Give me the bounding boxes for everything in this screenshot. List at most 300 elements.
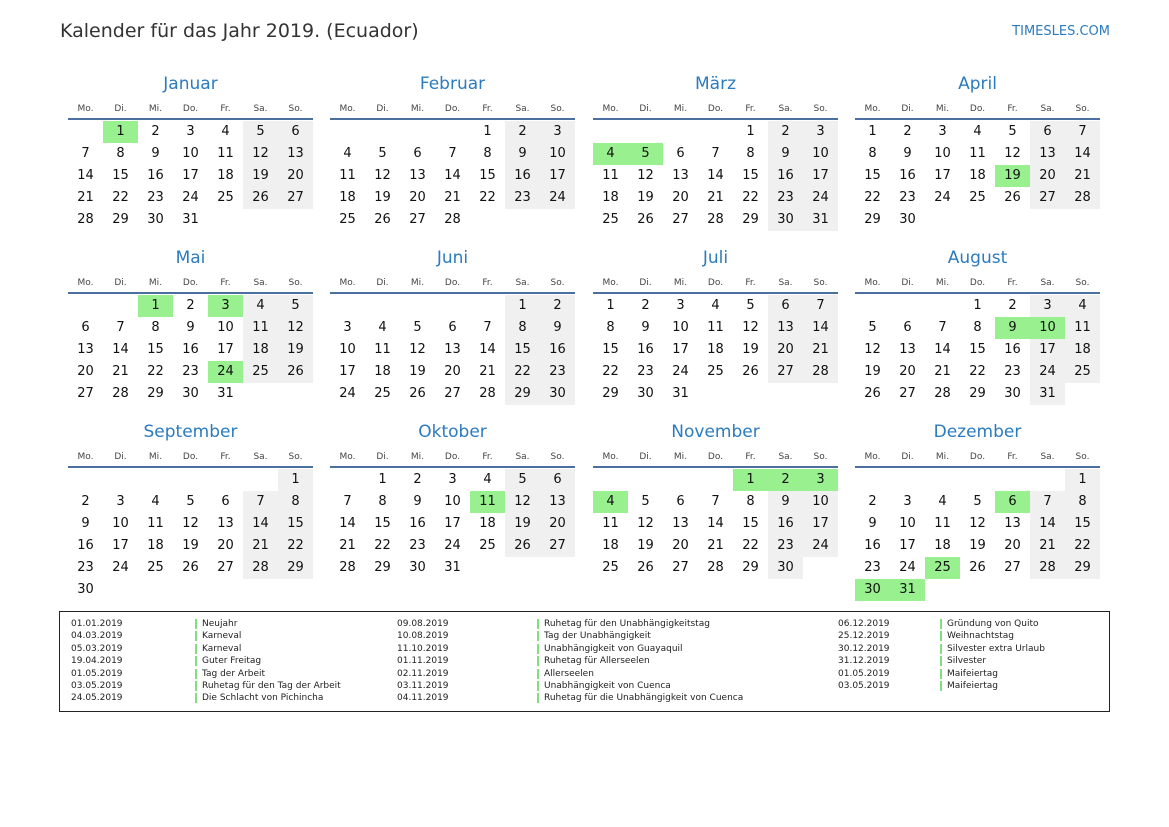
weekday-label: Fr. bbox=[745, 278, 756, 288]
legend-marker bbox=[195, 644, 197, 654]
day-cell: 30 bbox=[899, 212, 916, 227]
day-cell: 1 bbox=[378, 472, 387, 487]
weekend-day-cell: 23 bbox=[768, 535, 803, 557]
day-cell: 26 bbox=[637, 560, 654, 575]
day-cell: 5 bbox=[413, 320, 422, 335]
weekend-day-cell: 10 bbox=[540, 143, 575, 165]
weekend-day-cell: 26 bbox=[243, 187, 278, 209]
holiday-name: Die Schlacht von Pichincha bbox=[202, 693, 324, 704]
day-cell: 25 bbox=[374, 386, 391, 401]
month-name: Mai bbox=[175, 248, 206, 268]
day-cell: 13 bbox=[672, 168, 689, 183]
weekend-day-cell: 4 bbox=[1065, 295, 1100, 317]
weekday-label: Mi. bbox=[148, 452, 163, 462]
day-cell: 31 bbox=[444, 560, 461, 575]
weekday-label: Di. bbox=[114, 452, 127, 462]
weekday-label: Mi. bbox=[673, 278, 688, 288]
day-cell: 1 bbox=[973, 298, 982, 313]
weekday-label: Do. bbox=[707, 452, 724, 462]
weekday-label: Di. bbox=[639, 278, 652, 288]
day-cell: 18 bbox=[374, 364, 391, 379]
weekday-label: So. bbox=[550, 104, 565, 114]
day-cell: 17 bbox=[112, 538, 129, 553]
weekday-label: Di. bbox=[114, 104, 127, 114]
holiday-legend bbox=[59, 611, 1110, 712]
day-cell: 19 bbox=[864, 364, 881, 379]
day-cell: 8 bbox=[116, 146, 125, 161]
weekend-day-cell: 31 bbox=[803, 209, 838, 231]
month-name: September bbox=[143, 422, 238, 442]
day-cell: 15 bbox=[374, 516, 391, 531]
holiday-name: Silvester bbox=[947, 656, 987, 667]
holiday-day-cell: 3 bbox=[208, 295, 243, 317]
weekday-label: Do. bbox=[444, 104, 461, 114]
weekend-day-cell: 13 bbox=[768, 317, 803, 339]
weekday-label: Do. bbox=[969, 452, 986, 462]
weekday-label: Sa. bbox=[253, 278, 268, 288]
day-cell: 2 bbox=[151, 124, 160, 139]
site-brand-link[interactable]: TIMESLES.COM bbox=[1012, 24, 1110, 39]
weekday-label: Mi. bbox=[410, 104, 425, 114]
day-cell: 12 bbox=[1004, 146, 1021, 161]
header-rule bbox=[593, 292, 838, 294]
day-cell: 3 bbox=[343, 320, 352, 335]
weekday-label: Sa. bbox=[515, 278, 530, 288]
holiday-date: 01.11.2019 bbox=[397, 656, 449, 667]
day-cell: 2 bbox=[186, 298, 195, 313]
holiday-name: Weihnachtstag bbox=[947, 631, 1014, 642]
weekend-day-cell: 12 bbox=[278, 317, 313, 339]
weekday-label: Mi. bbox=[935, 278, 950, 288]
weekend-day-cell: 16 bbox=[505, 165, 540, 187]
day-cell: 23 bbox=[864, 560, 881, 575]
holiday-name: Karneval bbox=[202, 643, 242, 654]
day-cell: 25 bbox=[479, 538, 496, 553]
day-cell: 15 bbox=[742, 516, 759, 531]
day-cell: 27 bbox=[672, 560, 689, 575]
day-cell: 16 bbox=[1004, 342, 1021, 357]
day-cell: 30 bbox=[1004, 386, 1021, 401]
day-cell: 18 bbox=[602, 538, 619, 553]
weekend-day-cell: 14 bbox=[803, 317, 838, 339]
weekday-label: Sa. bbox=[253, 104, 268, 114]
day-cell: 11 bbox=[602, 516, 619, 531]
day-cell: 30 bbox=[77, 582, 94, 597]
day-cell: 5 bbox=[868, 320, 877, 335]
weekday-label: Do. bbox=[969, 278, 986, 288]
day-cell: 22 bbox=[147, 364, 164, 379]
day-cell: 11 bbox=[969, 146, 986, 161]
weekend-day-cell: 28 bbox=[243, 557, 278, 579]
weekend-day-cell: 30 bbox=[768, 209, 803, 231]
weekend-day-cell: 23 bbox=[768, 187, 803, 209]
weekend-day-cell: 9 bbox=[768, 491, 803, 513]
day-cell: 14 bbox=[444, 168, 461, 183]
holiday-name: Unabhängigkeit von Cuenca bbox=[544, 680, 671, 691]
weekend-day-cell: 13 bbox=[540, 491, 575, 513]
weekday-label: Mi. bbox=[935, 452, 950, 462]
holiday-date: 04.03.2019 bbox=[71, 631, 123, 642]
weekday-label: Do. bbox=[182, 452, 199, 462]
weekend-day-cell: 22 bbox=[278, 535, 313, 557]
holiday-date: 25.12.2019 bbox=[838, 631, 890, 642]
header-rule bbox=[855, 118, 1100, 120]
holiday-date: 03.05.2019 bbox=[71, 680, 123, 691]
day-grid bbox=[855, 295, 1100, 427]
weekend-day-cell: 29 bbox=[1065, 557, 1100, 579]
weekday-label: So. bbox=[813, 104, 828, 114]
day-cell: 14 bbox=[707, 168, 724, 183]
day-cell: 29 bbox=[969, 386, 986, 401]
month-calendar bbox=[330, 422, 575, 596]
weekday-header bbox=[855, 278, 1100, 292]
weekend-day-cell: 26 bbox=[278, 361, 313, 383]
day-cell: 12 bbox=[742, 320, 759, 335]
day-cell: 16 bbox=[409, 516, 426, 531]
holiday-date: 09.08.2019 bbox=[397, 619, 449, 629]
day-cell: 13 bbox=[217, 516, 234, 531]
day-cell: 13 bbox=[77, 342, 94, 357]
weekday-header bbox=[68, 452, 313, 466]
day-cell: 6 bbox=[81, 320, 90, 335]
day-cell: 26 bbox=[864, 386, 881, 401]
weekend-day-cell: 13 bbox=[1030, 143, 1065, 165]
weekend-day-cell: 27 bbox=[540, 535, 575, 557]
day-cell: 30 bbox=[147, 212, 164, 227]
day-cell: 12 bbox=[374, 168, 391, 183]
holiday-name: Neujahr bbox=[202, 619, 238, 629]
holiday-day-cell: 11 bbox=[470, 491, 505, 513]
weekday-label: So. bbox=[1075, 104, 1090, 114]
day-cell: 5 bbox=[1008, 124, 1017, 139]
weekend-day-cell: 16 bbox=[768, 165, 803, 187]
weekday-label: Fr. bbox=[1007, 452, 1018, 462]
day-cell: 11 bbox=[217, 146, 234, 161]
weekday-label: Di. bbox=[376, 104, 389, 114]
weekday-label: Mo. bbox=[77, 452, 94, 462]
month-calendar bbox=[855, 248, 1100, 422]
month-calendar bbox=[330, 74, 575, 248]
weekend-day-cell: 17 bbox=[540, 165, 575, 187]
day-cell: 4 bbox=[221, 124, 230, 139]
day-cell: 29 bbox=[602, 386, 619, 401]
day-cell: 21 bbox=[707, 538, 724, 553]
day-cell: 25 bbox=[602, 212, 619, 227]
holiday-name: Guter Freitag bbox=[202, 656, 262, 667]
day-cell: 26 bbox=[637, 212, 654, 227]
day-cell: 2 bbox=[413, 472, 422, 487]
holiday-day-cell: 25 bbox=[925, 557, 960, 579]
weekend-day-cell: 12 bbox=[505, 491, 540, 513]
holiday-date: 10.08.2019 bbox=[397, 631, 449, 642]
legend-marker bbox=[940, 619, 942, 629]
month-calendar bbox=[68, 248, 313, 422]
calendar-grid bbox=[68, 74, 1102, 608]
weekend-day-cell: 4 bbox=[243, 295, 278, 317]
month-calendar bbox=[855, 422, 1100, 596]
holiday-date: 03.05.2019 bbox=[838, 680, 890, 691]
day-cell: 19 bbox=[409, 364, 426, 379]
legend-marker bbox=[537, 656, 539, 666]
holiday-day-cell: 1 bbox=[103, 121, 138, 143]
holiday-date: 05.03.2019 bbox=[71, 643, 123, 654]
weekend-day-cell: 13 bbox=[278, 143, 313, 165]
day-cell: 16 bbox=[637, 342, 654, 357]
weekday-label: Mi. bbox=[148, 104, 163, 114]
weekday-label: Fr. bbox=[482, 278, 493, 288]
day-cell: 23 bbox=[77, 560, 94, 575]
weekday-header bbox=[68, 104, 313, 118]
holiday-name: Gründung von Quito bbox=[947, 619, 1039, 629]
holiday-date: 11.10.2019 bbox=[397, 643, 449, 654]
day-cell: 8 bbox=[868, 146, 877, 161]
day-cell: 1 bbox=[746, 124, 755, 139]
weekend-day-cell: 8 bbox=[278, 491, 313, 513]
day-cell: 20 bbox=[409, 190, 426, 205]
day-grid bbox=[68, 121, 313, 253]
weekend-day-cell: 15 bbox=[505, 339, 540, 361]
header-rule bbox=[330, 292, 575, 294]
weekday-label: Do. bbox=[182, 278, 199, 288]
day-cell: 23 bbox=[637, 364, 654, 379]
day-cell: 7 bbox=[938, 320, 947, 335]
holiday-name: Maifeiertag bbox=[947, 680, 998, 691]
day-cell: 21 bbox=[934, 364, 951, 379]
day-cell: 22 bbox=[742, 538, 759, 553]
legend-marker bbox=[940, 644, 942, 654]
day-cell: 19 bbox=[637, 538, 654, 553]
holiday-day-cell: 24 bbox=[208, 361, 243, 383]
holiday-day-cell: 4 bbox=[593, 491, 628, 513]
weekend-day-cell: 18 bbox=[1065, 339, 1100, 361]
day-cell: 12 bbox=[637, 516, 654, 531]
day-cell: 14 bbox=[934, 342, 951, 357]
weekday-header bbox=[593, 452, 838, 466]
weekday-label: Mo. bbox=[602, 452, 619, 462]
weekend-day-cell: 15 bbox=[278, 513, 313, 535]
weekend-day-cell: 1 bbox=[1065, 469, 1100, 491]
weekday-header bbox=[330, 104, 575, 118]
day-cell: 29 bbox=[112, 212, 129, 227]
weekday-label: Sa. bbox=[778, 452, 793, 462]
day-cell: 11 bbox=[339, 168, 356, 183]
legend-marker bbox=[195, 693, 197, 703]
weekday-label: Sa. bbox=[778, 104, 793, 114]
weekend-day-cell: 2 bbox=[768, 121, 803, 143]
day-cell: 26 bbox=[969, 560, 986, 575]
day-cell: 18 bbox=[339, 190, 356, 205]
day-cell: 14 bbox=[77, 168, 94, 183]
legend-marker bbox=[195, 631, 197, 641]
weekend-day-cell: 20 bbox=[540, 513, 575, 535]
day-cell: 31 bbox=[672, 386, 689, 401]
day-cell: 15 bbox=[742, 168, 759, 183]
legend-marker bbox=[537, 644, 539, 654]
day-cell: 20 bbox=[672, 538, 689, 553]
day-cell: 23 bbox=[409, 538, 426, 553]
weekend-day-cell: 24 bbox=[1030, 361, 1065, 383]
weekday-label: So. bbox=[813, 452, 828, 462]
day-cell: 6 bbox=[676, 494, 685, 509]
day-cell: 23 bbox=[1004, 364, 1021, 379]
day-cell: 3 bbox=[938, 124, 947, 139]
weekend-day-cell: 5 bbox=[278, 295, 313, 317]
day-cell: 5 bbox=[641, 494, 650, 509]
day-cell: 7 bbox=[483, 320, 492, 335]
day-cell: 3 bbox=[903, 494, 912, 509]
day-cell: 24 bbox=[934, 190, 951, 205]
day-cell: 9 bbox=[903, 146, 912, 161]
weekend-day-cell: 25 bbox=[243, 361, 278, 383]
weekend-day-cell: 3 bbox=[1030, 295, 1065, 317]
weekday-label: Mi. bbox=[673, 104, 688, 114]
weekend-day-cell: 11 bbox=[243, 317, 278, 339]
month-name: Juni bbox=[436, 248, 469, 268]
weekend-day-cell: 19 bbox=[505, 513, 540, 535]
day-cell: 6 bbox=[676, 146, 685, 161]
weekend-day-cell: 5 bbox=[505, 469, 540, 491]
day-cell: 3 bbox=[676, 298, 685, 313]
weekend-day-cell: 16 bbox=[768, 513, 803, 535]
header-rule bbox=[68, 292, 313, 294]
weekend-day-cell: 18 bbox=[243, 339, 278, 361]
weekend-day-cell: 29 bbox=[278, 557, 313, 579]
weekend-day-cell: 17 bbox=[803, 513, 838, 535]
day-cell: 24 bbox=[182, 190, 199, 205]
day-cell: 15 bbox=[479, 168, 496, 183]
weekend-day-cell: 30 bbox=[768, 557, 803, 579]
weekend-day-cell: 3 bbox=[803, 121, 838, 143]
day-cell: 31 bbox=[182, 212, 199, 227]
day-cell: 27 bbox=[672, 212, 689, 227]
day-cell: 10 bbox=[672, 320, 689, 335]
day-cell: 8 bbox=[378, 494, 387, 509]
day-cell: 20 bbox=[672, 190, 689, 205]
day-cell: 16 bbox=[864, 538, 881, 553]
weekend-day-cell: 17 bbox=[803, 165, 838, 187]
day-cell: 18 bbox=[707, 342, 724, 357]
holiday-day-cell: 1 bbox=[733, 469, 768, 491]
day-cell: 10 bbox=[899, 516, 916, 531]
day-cell: 21 bbox=[444, 190, 461, 205]
weekday-label: So. bbox=[288, 278, 303, 288]
weekend-day-cell: 29 bbox=[505, 383, 540, 405]
legend-marker bbox=[537, 619, 539, 629]
day-cell: 24 bbox=[672, 364, 689, 379]
day-cell: 15 bbox=[112, 168, 129, 183]
day-cell: 17 bbox=[182, 168, 199, 183]
weekend-day-cell: 11 bbox=[1065, 317, 1100, 339]
weekday-label: So. bbox=[288, 452, 303, 462]
day-cell: 4 bbox=[151, 494, 160, 509]
weekend-day-cell: 30 bbox=[540, 383, 575, 405]
day-cell: 27 bbox=[1004, 560, 1021, 575]
day-cell: 29 bbox=[742, 212, 759, 227]
weekday-label: Do. bbox=[707, 104, 724, 114]
weekend-day-cell: 27 bbox=[1030, 187, 1065, 209]
weekday-label: Fr. bbox=[482, 452, 493, 462]
day-cell: 4 bbox=[483, 472, 492, 487]
day-cell: 15 bbox=[602, 342, 619, 357]
weekday-label: So. bbox=[550, 278, 565, 288]
weekday-label: Di. bbox=[901, 452, 914, 462]
legend-marker bbox=[195, 681, 197, 691]
weekend-day-cell: 2 bbox=[540, 295, 575, 317]
weekday-label: Di. bbox=[639, 452, 652, 462]
day-cell: 8 bbox=[746, 494, 755, 509]
holiday-date: 02.11.2019 bbox=[397, 668, 449, 679]
day-grid bbox=[330, 295, 575, 427]
holiday-date: 19.04.2019 bbox=[71, 656, 123, 667]
day-cell: 10 bbox=[112, 516, 129, 531]
weekday-label: Mi. bbox=[673, 452, 688, 462]
day-cell: 16 bbox=[182, 342, 199, 357]
day-cell: 9 bbox=[413, 494, 422, 509]
weekend-day-cell: 27 bbox=[768, 361, 803, 383]
day-cell: 17 bbox=[217, 342, 234, 357]
day-cell: 2 bbox=[903, 124, 912, 139]
day-cell: 15 bbox=[147, 342, 164, 357]
day-cell: 20 bbox=[77, 364, 94, 379]
weekday-label: So. bbox=[813, 278, 828, 288]
holiday-name: Silvester extra Urlaub bbox=[947, 643, 1045, 654]
weekday-label: Di. bbox=[901, 104, 914, 114]
holiday-name: Ruhetag für den Tag der Arbeit bbox=[202, 680, 341, 691]
day-cell: 18 bbox=[969, 168, 986, 183]
month-calendar bbox=[593, 74, 838, 248]
weekend-day-cell: 8 bbox=[1065, 491, 1100, 513]
weekend-day-cell: 12 bbox=[243, 143, 278, 165]
header-rule bbox=[855, 466, 1100, 468]
weekend-day-cell: 1 bbox=[278, 469, 313, 491]
day-cell: 27 bbox=[409, 212, 426, 227]
day-cell: 2 bbox=[1008, 298, 1017, 313]
weekend-day-cell: 26 bbox=[505, 535, 540, 557]
day-cell: 25 bbox=[707, 364, 724, 379]
weekend-day-cell: 19 bbox=[278, 339, 313, 361]
day-grid bbox=[855, 121, 1100, 253]
day-cell: 17 bbox=[899, 538, 916, 553]
day-cell: 9 bbox=[868, 516, 877, 531]
weekday-label: Do. bbox=[444, 278, 461, 288]
day-cell: 4 bbox=[973, 124, 982, 139]
day-cell: 20 bbox=[899, 364, 916, 379]
day-cell: 11 bbox=[147, 516, 164, 531]
day-cell: 6 bbox=[413, 146, 422, 161]
day-cell: 27 bbox=[444, 386, 461, 401]
day-cell: 28 bbox=[77, 212, 94, 227]
day-cell: 22 bbox=[969, 364, 986, 379]
day-cell: 24 bbox=[899, 560, 916, 575]
day-cell: 21 bbox=[479, 364, 496, 379]
day-cell: 26 bbox=[374, 212, 391, 227]
day-grid bbox=[330, 469, 575, 601]
day-grid bbox=[593, 469, 838, 601]
holiday-day-cell: 19 bbox=[995, 165, 1030, 187]
weekend-day-cell: 8 bbox=[505, 317, 540, 339]
weekend-day-cell: 2 bbox=[505, 121, 540, 143]
day-cell: 17 bbox=[444, 516, 461, 531]
day-cell: 10 bbox=[934, 146, 951, 161]
day-cell: 12 bbox=[182, 516, 199, 531]
weekend-day-cell: 7 bbox=[243, 491, 278, 513]
day-cell: 5 bbox=[186, 494, 195, 509]
weekend-day-cell: 24 bbox=[803, 535, 838, 557]
day-cell: 28 bbox=[444, 212, 461, 227]
header-rule bbox=[330, 118, 575, 120]
day-cell: 3 bbox=[448, 472, 457, 487]
day-cell: 2 bbox=[81, 494, 90, 509]
